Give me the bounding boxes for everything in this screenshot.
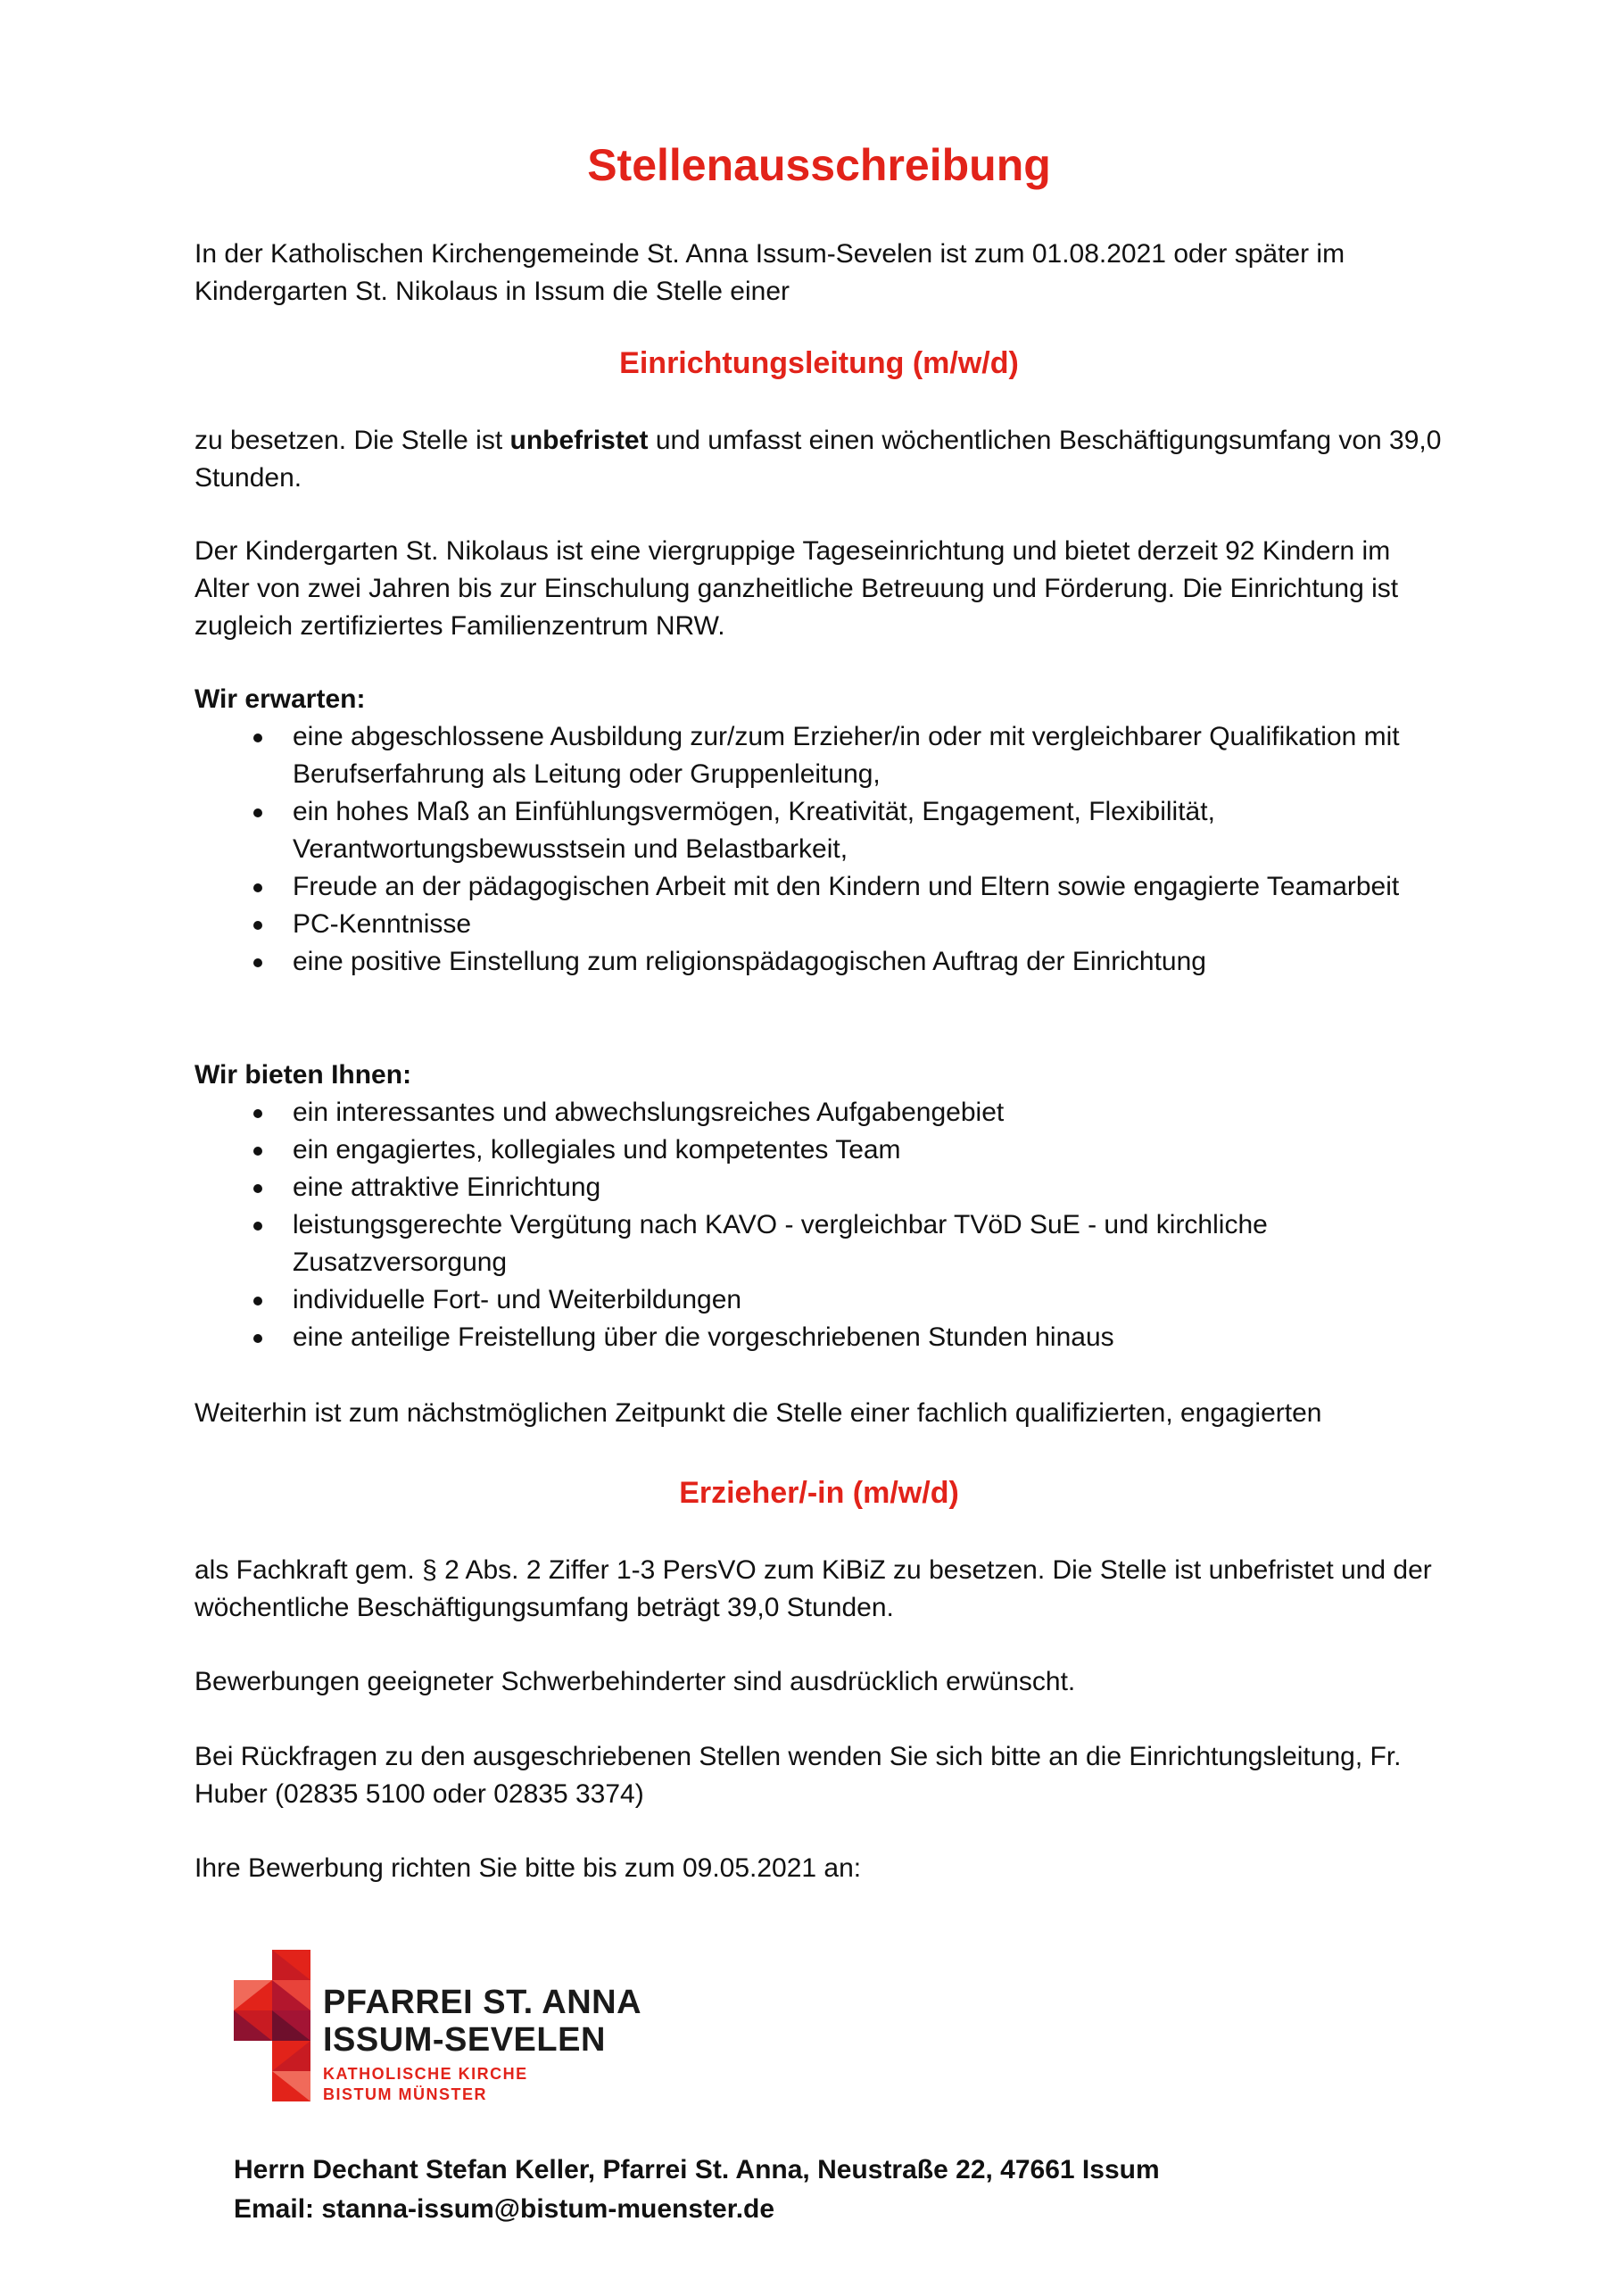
list-item bbox=[194, 1281, 1444, 1319]
list-item-text: ein interessantes und abwechslungsreiches Aufgabengebiet bbox=[293, 1098, 1005, 1127]
bullet-icon bbox=[253, 1334, 262, 1343]
contact-address: Herrn Dechant Stefan Keller, Pfarrei St. Anna, Neustraße 22, 47661 Issum bbox=[234, 2155, 1160, 2184]
list-item-text: Freude an der pädagogischen Arbeit mit den Kindern und Eltern sowie engagierte Teamarbeit bbox=[293, 872, 1400, 901]
application-deadline: Ihre Bewerbung richten Sie bitte bis zum 09.05.2021 an: bbox=[194, 1853, 862, 1883]
expect-list bbox=[194, 718, 1444, 981]
list-item-text: ein hohes Maß an Einfühlungsvermögen, Kreativität, Engagement, Flexibilität, Verantwortungsbewusstsein und Belastbarkeit, bbox=[293, 797, 1215, 864]
list-item-text: individuelle Fort- und Weiterbildungen bbox=[293, 1285, 742, 1314]
employment-text-end: und umfasst einen wöchentlichen Beschäftigungsumfang von 39,0 Stunden. bbox=[194, 426, 1442, 493]
parish-logo bbox=[234, 1950, 662, 2101]
list-item-text: PC-Kenntnisse bbox=[293, 909, 472, 939]
list-item bbox=[194, 1169, 1444, 1206]
list-item-text: leistungsgerechte Vergütung nach KAVO - vergleichbar TVöD SuE - und kirchliche Zusatzversorgung bbox=[293, 1210, 1268, 1277]
bullet-icon bbox=[253, 1147, 262, 1156]
cross-logo-icon bbox=[234, 1950, 310, 2101]
logo-text bbox=[323, 1984, 641, 2105]
logo-line-church: KATHOLISCHE KIRCHE bbox=[323, 2065, 528, 2083]
position-title-leitung: Einrichtungsleitung (m/w/d) bbox=[619, 346, 1019, 380]
employment-text-start: zu besetzen. Die Stelle ist bbox=[194, 426, 510, 455]
list-item bbox=[194, 1094, 1444, 1131]
intro-paragraph: In der Katholischen Kirchengemeinde St. Anna Issum-Sevelen ist zum 01.08.2021 oder später im Kindergarten St. Nikolaus in Issum die Stelle einer bbox=[194, 239, 1345, 306]
list-item-text: eine attraktive Einrichtung bbox=[293, 1173, 601, 1202]
list-item-text: eine anteilige Freistellung über die vorgeschriebenen Stunden hinaus bbox=[293, 1322, 1114, 1352]
logo-line-diocese: BISTUM MÜNSTER bbox=[323, 2085, 487, 2103]
bullet-icon bbox=[253, 921, 262, 930]
offer-heading: Wir bieten Ihnen: bbox=[194, 1060, 412, 1090]
offer-list bbox=[194, 1094, 1444, 1356]
contact-email[interactable]: Email: stanna-issum@bistum-muenster.de bbox=[234, 2194, 775, 2224]
list-item-text: eine positive Einstellung zum religionspädagogischen Auftrag der Einrichtung bbox=[293, 947, 1206, 976]
bullet-icon bbox=[253, 1297, 262, 1305]
bullet-icon bbox=[253, 808, 262, 817]
list-item bbox=[194, 718, 1444, 793]
bullet-icon bbox=[253, 1184, 262, 1193]
expect-heading: Wir erwarten: bbox=[194, 684, 366, 714]
second-position-intro: Weiterhin ist zum nächstmöglichen Zeitpunkt die Stelle einer fachlich qualifizierten, engagierten bbox=[194, 1398, 1322, 1428]
list-item bbox=[194, 906, 1444, 943]
bullet-icon bbox=[253, 883, 262, 892]
list-item-text: ein engagiertes, kollegiales und kompetentes Team bbox=[293, 1135, 901, 1165]
list-item bbox=[194, 1131, 1444, 1169]
list-item bbox=[194, 793, 1444, 868]
list-item-text: eine abgeschlossene Ausbildung zur/zum Erzieher/in oder mit vergleichbarer Qualifikation mit Berufserfahrung als Leitung oder Gruppenleitung, bbox=[293, 722, 1400, 789]
list-item bbox=[194, 1319, 1444, 1356]
bullet-icon bbox=[253, 1222, 262, 1231]
document-title: Stellenausschreibung bbox=[587, 140, 1051, 190]
logo-line-parish: PFARREI ST. ANNA bbox=[323, 1984, 642, 2021]
list-item bbox=[194, 943, 1444, 981]
logo-line-town: ISSUM-SEVELEN bbox=[323, 2021, 606, 2059]
erzieher-paragraph: als Fachkraft gem. § 2 Abs. 2 Ziffer 1-3 PersVO zum KiBiZ zu besetzen. Die Stelle ist unbefristet und der wöchentliche Beschäftigungsumfang beträgt 39,0 Stunden. bbox=[194, 1555, 1432, 1622]
list-item bbox=[194, 868, 1444, 906]
inquiry-paragraph: Bei Rückfragen zu den ausgeschriebenen Stellen wenden Sie sich bitte an die Einrichtungsleitung, Fr. Huber (02835 5100 oder 02835 3374) bbox=[194, 1742, 1402, 1809]
disability-paragraph: Bewerbungen geeigneter Schwerbehinderter sind ausdrücklich erwünscht. bbox=[194, 1667, 1076, 1696]
bullet-icon bbox=[253, 734, 262, 742]
employment-unbefristet: unbefristet bbox=[509, 426, 649, 455]
bullet-icon bbox=[253, 1109, 262, 1118]
position-title-erzieher: Erzieher/-in (m/w/d) bbox=[679, 1476, 959, 1510]
kindergarten-description: Der Kindergarten St. Nikolaus ist eine viergruppige Tageseinrichtung und bietet derzeit 92 Kindern im Alter von zwei Jahren bis zur Einschulung ganzheitliche Betreuung und Förderung. Die Einrichtung ist zugleich zertifiziertes Familienzentrum NRW. bbox=[194, 536, 1399, 641]
bullet-icon bbox=[253, 958, 262, 967]
list-item bbox=[194, 1206, 1444, 1281]
employment-paragraph bbox=[194, 422, 1444, 497]
